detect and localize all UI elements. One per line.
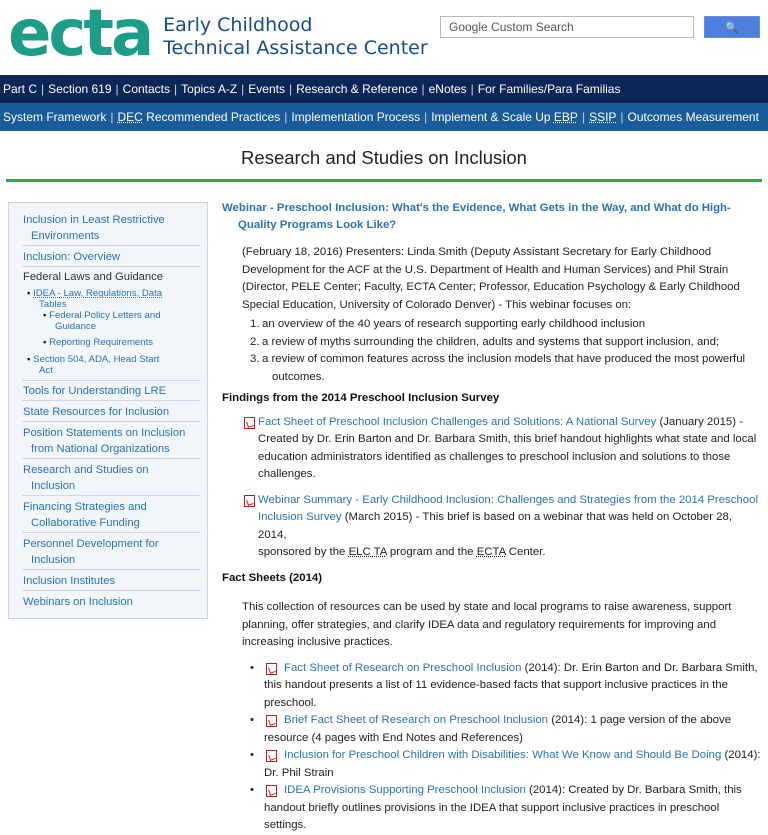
nav-enotes[interactable]: eNotes (428, 82, 467, 96)
sidebar-item-section-504[interactable] (27, 354, 203, 376)
sidebar-divider (22, 266, 200, 267)
sidebar-item-label: Personnel Development for (23, 538, 159, 550)
sidebar-item-financing[interactable] (23, 499, 203, 531)
sidebar-item-state-resources[interactable]: State Resources for Inclusion (23, 406, 170, 418)
sidebar-item-label: Inclusion (31, 554, 76, 566)
sidebar-item-reporting[interactable] (43, 337, 203, 348)
sidebar-item-position-statements[interactable] (23, 425, 203, 457)
sidebar-item-personnel[interactable] (23, 536, 203, 568)
fact-sheet-link-brief[interactable]: Brief Fact Sheet of Research on Preschool Inclusion (284, 714, 549, 726)
item-text: (2014): Dr. Erin Barton and Dr. Barbara Smith, (521, 661, 758, 674)
item-text: preschool. (264, 696, 317, 709)
fact-sheets-heading: Fact Sheets (2014) (222, 571, 323, 584)
webinar-topics-list (242, 316, 762, 386)
intro-line: This collection of resources can be used by state and local programs to raise awareness, support (242, 601, 732, 613)
sidebar-item-label: from National Organizations (31, 443, 170, 455)
pdf-icon (266, 715, 277, 727)
fact-sheets-list (242, 660, 762, 835)
sidebar-item-label: Reporting Requirements (49, 337, 154, 348)
site-header (0, 0, 768, 72)
secondary-nav (0, 103, 768, 131)
title-divider (6, 179, 762, 182)
nav-separator: | (241, 82, 245, 96)
fact-sheet-link-inclusion[interactable]: Inclusion for Preschool Children with Disabilities: What We Know and Should Be Doing (284, 749, 722, 761)
nav-outcomes-measurement[interactable]: Outcomes Measurement (627, 110, 759, 124)
sidebar-divider (22, 400, 200, 401)
bullet-icon: • (250, 661, 254, 674)
intro-line: increasing inclusive practices. (242, 636, 393, 648)
findings-heading: Findings from the 2014 Preschool Inclusion Survey (222, 392, 500, 404)
list-item (242, 351, 762, 386)
sidebar-item-webinars[interactable]: Webinars on Inclusion (23, 596, 133, 608)
item-text: this handout presents a list of 11 evidence-based facts that support inclusive practices in the (264, 679, 728, 691)
search-input[interactable] (440, 16, 694, 38)
list-item (242, 316, 762, 334)
sidebar-divider (22, 380, 200, 381)
page-title: Research and Studies on Inclusion (241, 147, 527, 168)
sidebar-divider (22, 590, 200, 591)
sidebar-item-label: Inclusion in Least Restrictive (23, 214, 165, 226)
search-button[interactable] (704, 16, 760, 38)
sidebar-item-label: IDEA - Law, Regulations, Data (33, 288, 163, 299)
finding-text: program and the (386, 546, 477, 558)
sidebar-divider (22, 458, 200, 459)
sidebar-item-research-studies[interactable] (23, 462, 203, 494)
site-logo[interactable] (8, 0, 428, 71)
sidebar-divider (22, 532, 200, 533)
finding-text: sponsored by the (258, 546, 349, 558)
abbr-ecta: ECTA (476, 546, 506, 558)
sidebar-divider (22, 569, 200, 570)
nav-separator: | (284, 110, 288, 124)
webinar-description (242, 244, 762, 314)
desc-line: Special Education, University of Colorado Denver) - This webinar focuses on: (242, 298, 632, 311)
sidebar-item-federal-laws: Federal Laws and Guidance (23, 271, 163, 283)
bullet-icon: • (250, 784, 254, 796)
bullet-icon: ▪ (27, 288, 34, 299)
nav-topics-a-z[interactable]: Topics A-Z (181, 82, 238, 96)
fact-sheets-intro (242, 599, 762, 652)
item-text: Dr. Phil Strain (264, 766, 334, 779)
nav-part-c[interactable]: Part C (3, 82, 38, 96)
webinar-title-link[interactable] (222, 200, 762, 234)
nav-separator: | (288, 82, 293, 96)
list-text: a review of common features across the inclusion models that have produced the most powerful (262, 353, 746, 365)
nav-families[interactable]: For Families/Para Familias (477, 82, 621, 96)
link-text: Inclusion Survey (258, 511, 342, 523)
list-number: 3. (250, 353, 260, 365)
list-text: a review of myths surrounding the children, adults and systems that support inclusion, and; (262, 335, 720, 348)
sidebar-item-label: Environments (31, 230, 100, 242)
item-text: resource (4 pages with End Notes and References) (264, 731, 523, 744)
finding-text: challenges. (258, 468, 316, 480)
nav-separator: | (174, 82, 178, 96)
pdf-icon (266, 663, 277, 675)
nav-implement-scale-up[interactable]: Implement & Scale Up EBP (431, 110, 578, 124)
sidebar-item-label: Collaborative Funding (31, 517, 140, 529)
fact-sheet-link-research[interactable]: Fact Sheet of Research on Preschool Inclusion (284, 661, 522, 674)
sidebar-item-institutes[interactable]: Inclusion Institutes (23, 575, 116, 587)
sidebar-item-label: Financing Strategies and (23, 501, 147, 513)
nav-contacts[interactable]: Contacts (122, 82, 171, 96)
finding-text: Center. (505, 546, 546, 558)
sidebar-item-policy-letters[interactable] (43, 310, 203, 332)
sidebar-divider (22, 495, 200, 496)
nav-separator: | (424, 110, 428, 124)
finding-text: Created by Dr. Erin Barton and Dr. Barbara Smith, this brief handout highlights what state and local (258, 433, 757, 445)
list-text: outcomes. (272, 370, 325, 383)
sidebar-divider (22, 245, 200, 246)
nav-separator: | (115, 82, 119, 96)
list-item (242, 747, 762, 782)
list-text: an overview of the 40 years of research supporting early childhood inclusion (262, 318, 646, 330)
pdf-icon (266, 785, 277, 797)
logo-text (163, 14, 428, 60)
bullet-icon: ▪ (43, 337, 50, 348)
webinar-title-line: Quality Programs Look Like? (238, 219, 397, 231)
desc-line: (February 18, 2016) Presenters: Linda Smith (Deputy Assistant Secretary for Early Childhood (242, 246, 712, 258)
list-number: 2. (250, 335, 260, 348)
list-item (242, 660, 762, 713)
item-text: handout briefly outlines provisions in the IDEA that support inclusive practices in preschool settings. (264, 801, 720, 831)
list-number: 1. (250, 318, 260, 330)
main-content (222, 200, 762, 835)
nav-separator: | (110, 110, 114, 124)
bullet-icon: • (250, 714, 254, 726)
link-text: Webinar Summary - Early Childhood Inclusion: Challenges and Strategies from the 2014 Preschool (258, 493, 758, 506)
pdf-icon (266, 750, 277, 762)
sidebar-item-tools-lre[interactable]: Tools for Understanding LRE (23, 385, 167, 397)
item-text: (2014): (721, 749, 761, 761)
logo-mark: ecta (8, 0, 152, 71)
search-box (440, 16, 760, 38)
intro-line: planning, offer strategies, and clarify IDEA data and regulatory requirements for improving and (242, 618, 717, 631)
sidebar-item-overview[interactable]: Inclusion: Overview (23, 251, 120, 263)
desc-line: Development for the ACF at the U.S. Department of Health and Human Services) and Phil Strain (242, 263, 729, 276)
sidebar-item-label: Guidance (55, 321, 97, 332)
sidebar-item-label: Inclusion (31, 480, 76, 492)
nav-separator: | (41, 82, 45, 96)
nav-ssip[interactable]: SSIP (589, 110, 617, 124)
nav-separator: | (581, 110, 586, 124)
sidebar-divider (22, 421, 200, 422)
nav-events[interactable]: Events (248, 82, 285, 96)
finding-date: (January 2015) - (656, 415, 744, 428)
sidebar-item-label: Tables (39, 299, 67, 310)
item-text: (2014): Created by Dr. Barbara Smith, this (525, 784, 742, 796)
list-item (242, 712, 762, 747)
primary-nav (0, 75, 768, 103)
finding-text: (March 2015) - This brief is based on a webinar that was held on October 28, 2014, (258, 511, 733, 541)
nav-dec-recommended-practices[interactable]: DEC Recommended Practices (117, 110, 281, 124)
item-text: (2014): 1 page version of the above (548, 714, 732, 726)
nav-separator: | (421, 82, 425, 96)
fact-sheet-link-idea-provisions[interactable]: IDEA Provisions Supporting Preschool Inclusion (284, 784, 526, 796)
finding-link-fact-sheet[interactable]: Fact Sheet of Preschool Inclusion Challenges and Solutions: A National Survey (258, 415, 657, 428)
finding-item (242, 492, 762, 562)
bullet-icon: ▪ (27, 354, 34, 365)
pdf-icon (244, 417, 255, 429)
sidebar-item-label: Act (39, 365, 53, 376)
list-item (242, 334, 762, 352)
sidebar (8, 202, 208, 619)
nav-separator: | (620, 110, 624, 124)
logo-line-2: Technical Assistance Center (163, 37, 428, 59)
desc-line: (Director, PELE Center; Faculty, ECTA Center; Professor, Education Psychology & Early Childhood (242, 281, 740, 293)
sidebar-item-label: Research and Studies on (23, 464, 149, 476)
sidebar-item-inclusion-lre[interactable] (23, 212, 203, 244)
nav-implementation-process[interactable]: Implementation Process (291, 110, 421, 124)
sidebar-item-idea[interactable] (27, 288, 203, 310)
logo-line-1: Early Childhood (163, 14, 313, 36)
sidebar-item-label: Federal Policy Letters and (49, 310, 161, 321)
list-item (242, 782, 762, 835)
abbr-elc-ta: ELC TA (348, 546, 387, 558)
nav-system-framework[interactable]: System Framework (3, 110, 107, 124)
nav-separator: | (470, 82, 474, 96)
bullet-icon: • (250, 749, 254, 761)
finding-item (242, 414, 762, 484)
sidebar-item-label: Section 504, ADA, Head Start (33, 354, 160, 365)
nav-research-reference[interactable]: Research & Reference (296, 82, 418, 96)
webinar-title-line: Webinar - Preschool Inclusion: What's the Evidence, What Gets in the Way, and What do High- (222, 202, 731, 214)
bullet-icon: ▪ (43, 310, 50, 321)
nav-section-619[interactable]: Section 619 (48, 82, 112, 96)
pdf-icon (244, 495, 255, 507)
search-icon: 🔍 (725, 21, 739, 34)
sidebar-item-label: Position Statements on Inclusion (23, 427, 186, 439)
finding-text: education administrators identified as challenges to preschool inclusion and solutions to those (258, 450, 731, 463)
